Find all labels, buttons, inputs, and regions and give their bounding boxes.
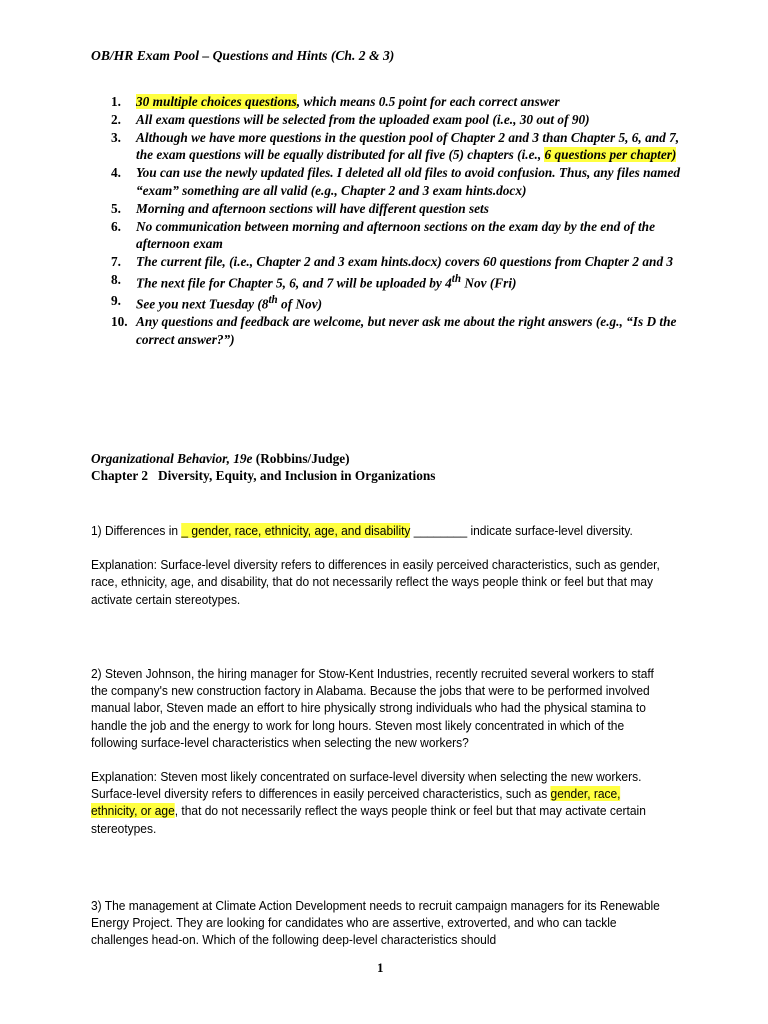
hint-text: Although we have more questions in the question pool of Chapter 2 and 3 than Chapter 5, 6, and 7, the exam questions will be equally distributed for all five (5) chapters (i.e.,	[136, 129, 680, 163]
hint-number: 10.	[111, 314, 128, 330]
hint-text: No communication between morning and afternoon sections on the exam day by the end of the afternoon exam	[136, 218, 655, 252]
question-block	[91, 897, 669, 949]
question-text	[91, 522, 669, 539]
hint-item	[91, 292, 691, 313]
hint-text: All exam questions will be selected from the uploaded exam pool (i.e., 30 out of 90)	[136, 111, 590, 127]
question-text	[91, 665, 669, 751]
highlighted-text: gender, race, ethnicity, or age	[91, 786, 621, 819]
hint-text: The next file for Chapter 5, 6, and 7 will be uploaded by 4	[136, 275, 452, 291]
hint-item	[91, 271, 691, 292]
document-title: OB/HR Exam Pool – Questions and Hints (Ch. 2 & 3)	[91, 48, 395, 63]
hint-text: Morning and afternoon sections will have different question sets	[136, 200, 489, 216]
explanation-part: Explanation: Surface-level diversity refers to differences in easily perceived characteristics, such as gender, race, ethnicity, age, and disability, that do not necessarily reflect the ways people think or feel but that may activate certain stereotypes.	[91, 557, 660, 607]
explanation-text	[91, 556, 669, 608]
hint-text: You can use the newly updated files. I deleted all old files to avoid confusion. Thus, any files named “exam” something are all valid (e.g., Chapter 2 and 3 exam hints.docx)	[136, 165, 681, 198]
explanation-text	[91, 768, 669, 837]
question-part: 2) Steven Johnson, the hiring manager for Stow-Kent Industries, recently recruited several workers to staff the company's new construction factory in Alabama. Because the jobs that were to be performed involved manual labor, Steven made an effort to hire physically strong individuals who had the physical stamina to handle the job and the energy to work for long hours. Steven most likely concentrated in which of the following surface-level characteristics when selecting the new workers?	[91, 666, 654, 750]
question-part: 1) Differences in	[91, 523, 182, 538]
hint-number: 9.	[111, 293, 121, 309]
hint-number: 6.	[111, 218, 121, 234]
hint-text: The current file, (i.e., Chapter 2 and 3 exam hints.docx) covers 60 questions from Chapter 2 and 3	[136, 254, 674, 270]
hint-item	[91, 218, 691, 254]
hints-list	[91, 93, 691, 349]
hint-number: 5.	[111, 200, 121, 216]
book-reference	[91, 451, 350, 467]
highlighted-text: _ gender, race, ethnicity, age, and disability	[181, 523, 411, 538]
explanation-part: Explanation: Steven most likely concentrated on surface-level diversity when selecting the new workers. Surface-level diversity refers to differences in easily perceived characteristics, such as	[91, 769, 642, 802]
book-authors: (Robbins/Judge)	[252, 451, 350, 466]
hint-number: 4.	[111, 165, 121, 181]
book-title: Organizational Behavior, 19e	[91, 451, 253, 466]
hint-text: See you next Tuesday (8	[136, 296, 269, 312]
hint-item	[91, 129, 691, 165]
chapter-heading: Chapter 2 Diversity, Equity, and Inclusion in Organizations	[91, 468, 436, 483]
hint-item	[91, 164, 691, 200]
question-block	[91, 522, 669, 608]
hint-number: 8.	[111, 271, 121, 287]
superscript: th	[268, 294, 278, 307]
hint-number: 3.	[111, 129, 121, 145]
hint-number: 7.	[111, 254, 121, 270]
hint-item	[91, 253, 691, 271]
question-part: 3) The management at Climate Action Development needs to recruit campaign managers for its Renewable Energy Project. They are looking for candidates who are assertive, extroverted, and who can tackle challenges head-on. Which of the following deep-level characteristics should	[91, 898, 660, 948]
hint-number: 1.	[111, 94, 121, 109]
hint-text: Any questions and feedback are welcome, but never ask me about the right answers (e.g., “Is D the correct answer?”)	[136, 314, 677, 348]
explanation-part: , that do not necessarily reflect the ways people think or feel but that may activate certain stereotypes.	[91, 803, 646, 836]
page-number: 1	[377, 960, 384, 975]
highlighted-text: 6 questions per chapter)	[544, 147, 677, 163]
hint-item	[91, 200, 691, 218]
hint-number: 2.	[111, 111, 121, 127]
hint-text: , which means 0.5 point for each correct answer	[296, 94, 560, 109]
question-part: ________ indicate surface-level diversity.	[410, 523, 633, 538]
highlighted-text: 30 multiple choices questions	[136, 94, 297, 109]
hint-item	[91, 313, 691, 349]
question-text	[91, 897, 669, 949]
superscript: th	[451, 272, 462, 285]
hint-text: of Nov)	[277, 296, 323, 312]
hint-text: Nov (Fri)	[461, 275, 517, 291]
question-block	[91, 665, 669, 837]
hint-item	[91, 111, 691, 129]
hint-item	[91, 93, 691, 111]
